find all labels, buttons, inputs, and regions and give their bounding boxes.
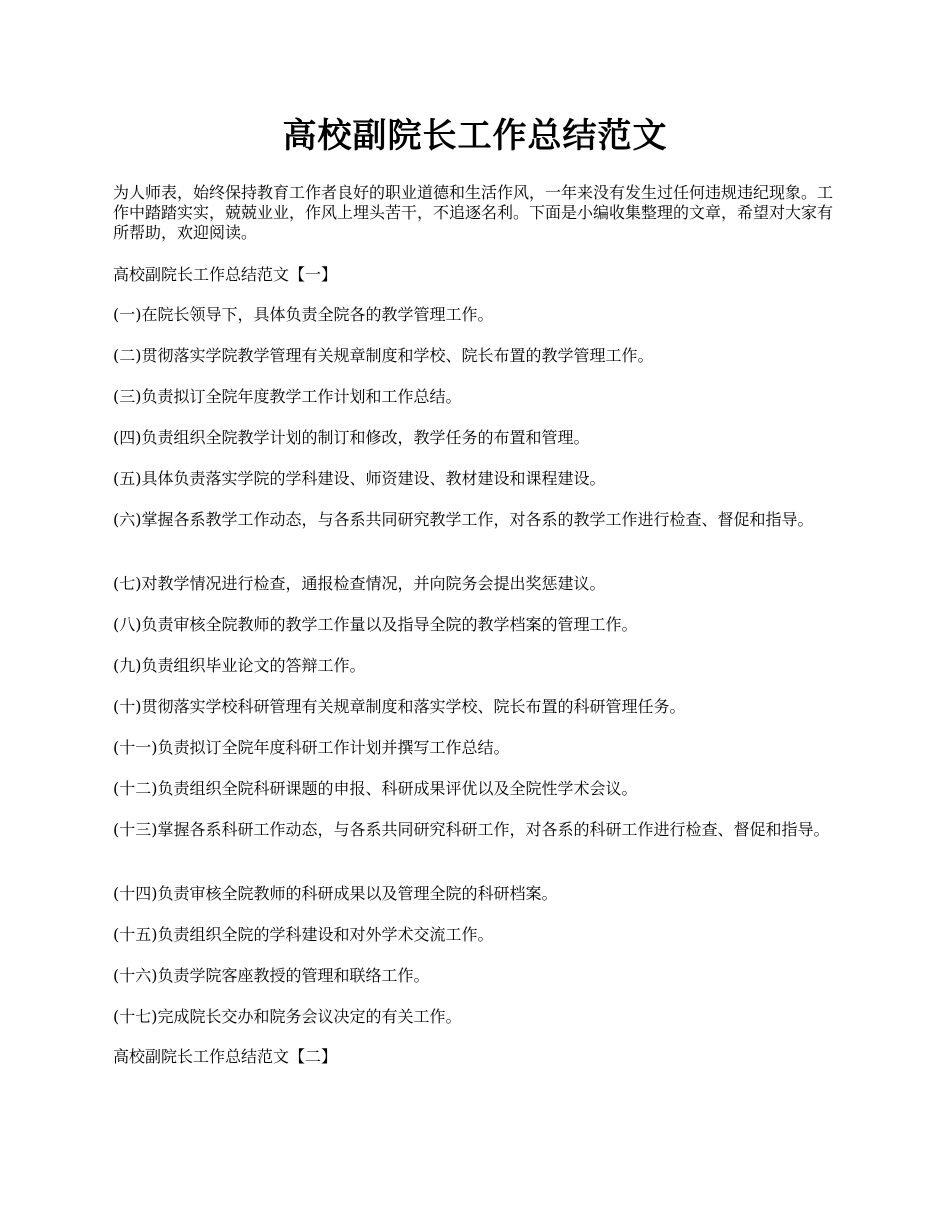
document-title: 高校副院长工作总结范文 <box>282 116 668 156</box>
duty-item-6: (六)掌握各系教学工作动态，与各系共同研究教学工作，对各系的教学工作进行检查、督促和指导。 <box>113 510 814 529</box>
duty-item-15: (十五)负责组织全院的学科建设和对外学术交流工作。 <box>113 925 494 944</box>
duty-item-16: (十六)负责学院客座教授的管理和联络工作。 <box>113 966 430 985</box>
duty-item-3: (三)负责拟订全院年度教学工作计划和工作总结。 <box>113 387 462 406</box>
duty-item-8: (八)负责审核全院教师的教学工作量以及指导全院的教学档案的管理工作。 <box>113 615 638 634</box>
duty-item-13: (十三)掌握各系科研工作动态，与各系共同研究科研工作，对各系的科研工作进行检查、督促和指导。 <box>113 820 830 839</box>
intro-paragraph: 为人师表，始终保持教育工作者良好的职业道德和生活作风，一年来没有发生过任何违规违纪现象。工作中踏踏实实，兢兢业业，作风上埋头苦干，不追逐名利。下面是小编收集整理的文章，希望对大家有所帮助，欢迎阅读。 <box>113 183 834 242</box>
section-heading-2: 高校副院长工作总结范文【二】 <box>113 1047 338 1066</box>
duty-item-10: (十)贯彻落实学校科研管理有关规章制度和落实学校、院长布置的科研管理任务。 <box>113 697 686 716</box>
duty-item-2: (二)贯彻落实学院教学管理有关规章制度和学校、院长布置的教学管理工作。 <box>113 346 654 365</box>
duty-item-11: (十一)负责拟订全院年度科研工作计划并撰写工作总结。 <box>113 738 510 757</box>
duty-item-17: (十七)完成院长交办和院务会议决定的有关工作。 <box>113 1007 462 1026</box>
duty-item-14: (十四)负责审核全院教师的科研成果以及管理全院的科研档案。 <box>113 884 558 903</box>
duty-item-12: (十二)负责组织全院科研课题的申报、科研成果评优以及全院性学术会议。 <box>113 779 638 798</box>
duty-item-9: (九)负责组织毕业论文的答辩工作。 <box>113 656 366 675</box>
duty-item-4: (四)负责组织全院教学计划的制订和修改，教学任务的布置和管理。 <box>113 428 590 447</box>
section-heading-1: 高校副院长工作总结范文【一】 <box>113 265 338 284</box>
duty-item-7: (七)对教学情况进行检查，通报检查情况，并向院务会提出奖惩建议。 <box>113 574 606 593</box>
duty-item-1: (一)在院长领导下，具体负责全院各的教学管理工作。 <box>113 305 494 324</box>
duty-item-5: (五)具体负责落实学院的学科建设、师资建设、教材建设和课程建设。 <box>113 469 606 488</box>
